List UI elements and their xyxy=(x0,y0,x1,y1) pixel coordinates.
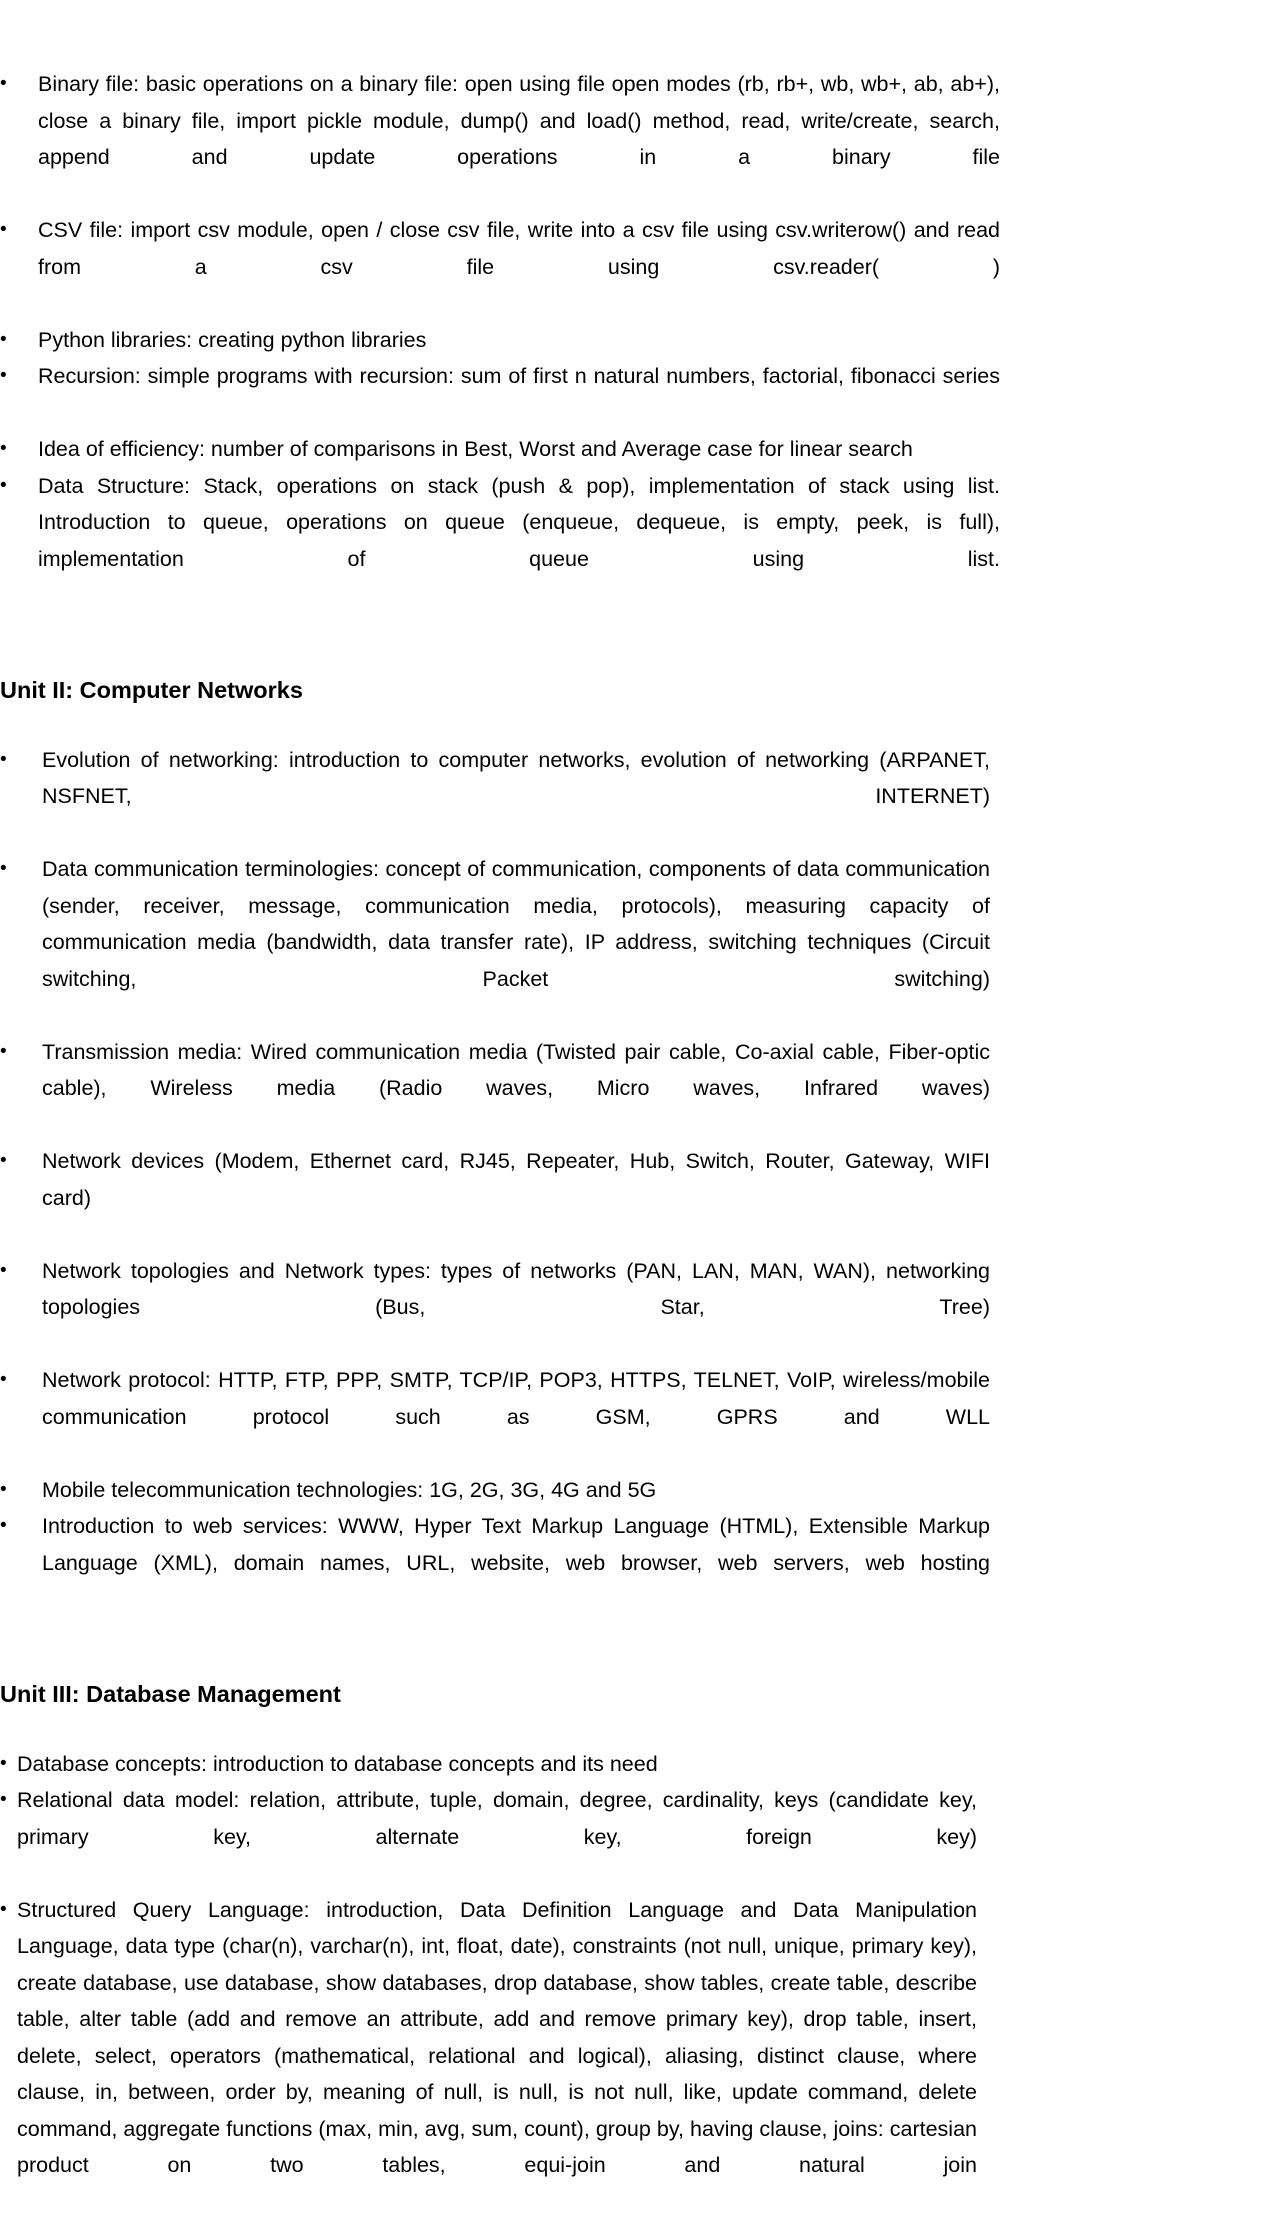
bullet-icon: • xyxy=(0,1143,18,1180)
unit2-bullet-list xyxy=(0,742,990,1618)
heading-spacer xyxy=(0,706,1275,742)
list-item xyxy=(0,1782,977,1892)
top-spacer xyxy=(0,0,1275,66)
bullet-icon: • xyxy=(0,851,18,888)
list-item-text: Database concepts: introduction to database concepts and its need xyxy=(17,1746,977,1783)
bullet-icon: • xyxy=(0,431,18,468)
bullet-icon: • xyxy=(0,1362,18,1399)
section-spacer xyxy=(0,614,1275,674)
bullet-icon: • xyxy=(0,742,18,779)
list-item xyxy=(0,1362,990,1472)
list-item xyxy=(0,1034,990,1144)
list-item-text: Python libraries: creating python libraries xyxy=(38,322,1000,359)
bullet-icon: • xyxy=(0,66,18,103)
bullet-icon: • xyxy=(0,1472,18,1509)
list-item xyxy=(0,66,1000,212)
list-item xyxy=(0,1253,990,1363)
unit3-heading: Unit III: Database Management xyxy=(0,1678,1275,1710)
list-item-text: Relational data model: relation, attribute, tuple, domain, degree, cardinality, keys (candidate key, primary key, alternate key, foreign key) xyxy=(17,1782,977,1892)
bullet-icon: • xyxy=(0,358,18,395)
list-item xyxy=(0,212,1000,322)
bullet-icon: • xyxy=(0,1892,18,1929)
bullet-icon: • xyxy=(0,1782,18,1819)
list-item xyxy=(0,1746,977,1783)
unit2-heading: Unit II: Computer Networks xyxy=(0,674,1275,706)
list-item-text: Data communication terminologies: concept of communication, components of data communication (sender, receiver, message, communication media, protocols), measuring capacity of communication media (bandwidth, data transfer rate), IP address, switching techniques (Circuit switching, Packet switching) xyxy=(42,851,990,1034)
heading-spacer xyxy=(0,1710,1275,1746)
list-item xyxy=(0,431,1000,468)
list-item xyxy=(0,742,990,852)
list-item xyxy=(0,851,990,1034)
list-item-text: Recursion: simple programs with recursion: sum of first n natural numbers, factorial, fibonacci series xyxy=(38,358,1000,431)
list-item-text: Network devices (Modem, Ethernet card, RJ45, Repeater, Hub, Switch, Router, Gateway, WIFI card) xyxy=(42,1143,990,1253)
list-item-text: Network topologies and Network types: types of networks (PAN, LAN, MAN, WAN), networking topologies (Bus, Star, Tree) xyxy=(42,1253,990,1363)
list-item xyxy=(0,1472,990,1509)
unit3-bullet-list xyxy=(0,1746,977,2220)
list-item-text: CSV file: import csv module, open / close csv file, write into a csv file using csv.writerow() and read from a csv file using csv.reader( ) xyxy=(38,212,1000,322)
list-item-text: Binary file: basic operations on a binary file: open using file open modes (rb, rb+, wb, wb+, ab, ab+), close a binary file, import pickle module, dump() and load() method, read, write/create, search, append and update operations in a binary file xyxy=(38,66,1000,212)
list-item xyxy=(0,468,1000,614)
list-item-text: Introduction to web services: WWW, Hyper Text Markup Language (HTML), Extensible Markup Language (XML), domain names, URL, website, web browser, web servers, web hosting xyxy=(42,1508,990,1618)
list-item-text: Structured Query Language: introduction, Data Definition Language and Data Manipulation Language, data type (char(n), varchar(n), int, float, date), constraints (not null, unique, primary key), create database, use database, show databases, drop database, show tables, create table, describe table, alter table (add and remove an attribute, add and remove primary key), drop table, insert, delete, select, operators (mathematical, relational and logical), aliasing, distinct clause, where clause, in, between, order by, meaning of null, is null, is not null, like, update command, delete command, aggregate functions (max, min, avg, sum, count), group by, having clause, joins: cartesian product on two tables, equi-join and natural join xyxy=(17,1892,977,2220)
bullet-icon: • xyxy=(0,1508,18,1545)
bullet-icon: • xyxy=(0,1034,18,1071)
list-item xyxy=(0,358,1000,431)
bullet-icon: • xyxy=(0,1746,18,1783)
bullet-icon: • xyxy=(0,468,18,505)
list-item xyxy=(0,322,1000,359)
list-item-text: Mobile telecommunication technologies: 1G, 2G, 3G, 4G and 5G xyxy=(42,1472,990,1509)
bullet-icon: • xyxy=(0,1253,18,1290)
list-item-text: Data Structure: Stack, operations on stack (push & pop), implementation of stack using list. Introduction to queue, operations on queue (enqueue, dequeue, is empty, peek, is full), implementation of queue using list. xyxy=(38,468,1000,614)
list-item xyxy=(0,1508,990,1618)
bullet-icon: • xyxy=(0,322,18,359)
list-item xyxy=(0,1892,977,2220)
bullet-icon: • xyxy=(0,212,18,249)
list-item xyxy=(0,1143,990,1253)
section-spacer xyxy=(0,1618,1275,1678)
list-item-text: Evolution of networking: introduction to computer networks, evolution of networking (ARPANET, NSFNET, INTERNET) xyxy=(42,742,990,852)
list-item-text: Idea of efficiency: number of comparisons in Best, Worst and Average case for linear search xyxy=(38,431,1000,468)
unit1-bullet-list xyxy=(0,66,1000,614)
list-item-text: Network protocol: HTTP, FTP, PPP, SMTP, TCP/IP, POP3, HTTPS, TELNET, VoIP, wireless/mobile communication protocol such as GSM, GPRS and WLL xyxy=(42,1362,990,1472)
list-item-text: Transmission media: Wired communication media (Twisted pair cable, Co-axial cable, Fiber-optic cable), Wireless media (Radio waves, Micro waves, Infrared waves) xyxy=(42,1034,990,1144)
